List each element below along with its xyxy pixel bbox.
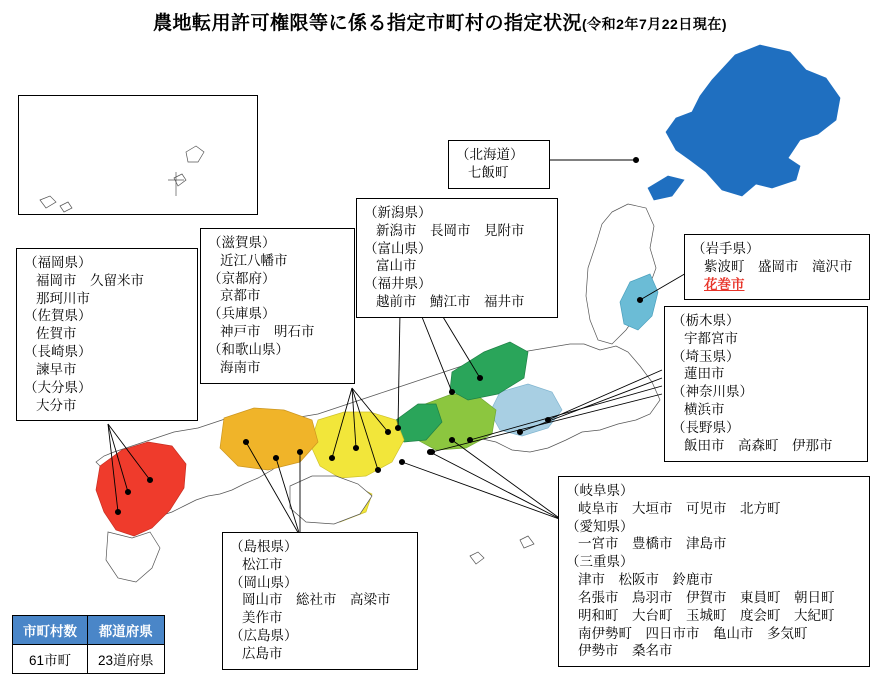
leader-kanto-3 <box>470 386 662 440</box>
leader-kanto-4 <box>432 394 662 452</box>
marker-kanto-3 <box>467 437 472 442</box>
header-prefecture-count: 都道府県 <box>88 616 165 645</box>
callout-line: 津市 松阪市 鈴鹿市 <box>578 572 713 588</box>
leader-chugoku-1 <box>246 442 300 536</box>
callout-line: 宇都宮市 <box>684 330 738 346</box>
callout-line: 諫早市 <box>36 361 77 377</box>
callout-line: 明和町 大台町 玉城町 度会町 大紀町 <box>578 607 835 623</box>
callout-line: （北海道） <box>456 147 524 162</box>
callout-line: （愛知県） <box>566 518 634 534</box>
callout-line: （福岡県） <box>24 255 92 270</box>
callout-line: （栃木県） <box>672 313 740 328</box>
leader-chugoku-2 <box>276 458 300 536</box>
callout-line: 名張市 鳥羽市 伊賀市 東員町 朝日町 <box>578 589 835 605</box>
callout-line: 新潟市 長岡市 見附市 <box>376 222 525 238</box>
callout-line: （長崎県） <box>24 344 92 360</box>
callout-line: 岡山市 総社市 高梁市 <box>242 592 391 608</box>
callout-line: 七飯町 <box>468 164 509 180</box>
callout-line: 那珂川市 <box>36 290 90 306</box>
callout-line: 紫波町 盛岡市 滝沢市 <box>704 258 853 274</box>
marker-chugoku-2 <box>273 455 278 460</box>
callout-line: 岐阜市 大垣市 可児市 北方町 <box>578 500 781 516</box>
callout-line: （新潟県） <box>364 205 432 220</box>
marker-hokuriku-2 <box>477 375 482 380</box>
callout-line: （岩手県） <box>692 241 760 256</box>
callout-line: 美作市 <box>242 610 283 626</box>
kanto-callout <box>664 306 868 462</box>
callout-line: 富山市 <box>376 258 417 274</box>
marker-kyushu-3 <box>115 509 120 514</box>
callout-line: 横浜市 <box>684 402 725 418</box>
marker-hokuriku-3 <box>395 425 400 430</box>
leader-kinki-4 <box>352 388 378 470</box>
callout-line: 大分市 <box>36 397 77 413</box>
marker-chugoku-1 <box>243 439 248 444</box>
value-municipality-count: 61市町 <box>13 645 88 674</box>
marker-kyushu-1 <box>125 489 130 494</box>
callout-line: （和歌山県） <box>208 341 289 357</box>
callout-line: 佐賀市 <box>36 326 77 342</box>
leader-kinki-3 <box>332 388 352 458</box>
marker-kinki-4 <box>375 467 380 472</box>
leader-kinki-1 <box>352 388 388 432</box>
leader-kyushu-1 <box>108 424 128 492</box>
marker-chugoku-3 <box>297 449 302 454</box>
iwate-callout <box>684 234 870 300</box>
callout-line: 海南市 <box>220 359 261 375</box>
kyushu-callout <box>16 248 198 421</box>
callout-line-highlight: 花巻市 <box>704 276 745 292</box>
callout-line: （佐賀県） <box>24 308 92 324</box>
callout-line: 伊勢市 桑名市 <box>578 643 673 659</box>
chugoku-callout <box>222 532 418 670</box>
callout-line: 飯田市 高森町 伊那市 <box>684 437 833 453</box>
marker-iwate <box>637 297 642 302</box>
leader-tokai-3 <box>452 440 562 520</box>
marker-tokai-2 <box>399 459 404 464</box>
callout-line: （岐阜県） <box>566 483 634 498</box>
callout-line: 福岡市 久留米市 <box>36 272 144 288</box>
leader-kinki-2 <box>352 388 356 448</box>
leader-hokuriku-3 <box>398 312 400 428</box>
callout-line: 近江八幡市 <box>220 252 288 268</box>
callout-line: （広島県） <box>230 628 298 644</box>
table-row <box>13 645 165 674</box>
marker-hokkaido <box>633 157 638 162</box>
callout-line: （埼玉県） <box>672 348 740 364</box>
leader-tokai-1 <box>430 452 562 520</box>
marker-kyushu-2 <box>147 477 152 482</box>
callout-line: （神奈川県） <box>672 384 753 400</box>
summary-table <box>12 615 165 674</box>
marker-kinki-2 <box>353 445 358 450</box>
callout-line: （富山県） <box>364 240 432 256</box>
table-header-row <box>13 616 165 645</box>
value-prefecture-count: 23道府県 <box>88 645 165 674</box>
callout-line: （岡山県） <box>230 574 298 590</box>
callout-line: 広島市 <box>242 645 283 661</box>
hokuriku-callout <box>356 198 558 318</box>
hokkaido-callout <box>448 140 550 189</box>
callout-line: 松江市 <box>242 556 283 572</box>
callout-line: （滋賀県） <box>208 235 276 250</box>
callout-line: 神戸市 明石市 <box>220 324 315 340</box>
callout-line: 京都市 <box>220 288 261 304</box>
leader-iwate <box>640 272 688 300</box>
callout-line: 越前市 鯖江市 福井市 <box>376 294 525 310</box>
leader-kanto-2 <box>520 378 662 432</box>
leader-tokai-2 <box>402 462 562 520</box>
marker-kinki-1 <box>385 429 390 434</box>
leader-kyushu-3 <box>108 424 118 512</box>
leader-hokuriku-2 <box>440 312 480 378</box>
marker-tokai-3 <box>449 437 454 442</box>
marker-kanto-2 <box>517 429 522 434</box>
marker-hokuriku-1 <box>449 389 454 394</box>
callout-line: 一宮市 豊橋市 津島市 <box>578 536 727 552</box>
marker-kanto-1 <box>545 417 550 422</box>
marker-kinki-3 <box>329 455 334 460</box>
callout-line: （大分県） <box>24 379 92 395</box>
page-title-sub: (令和2年7月22日現在) <box>582 16 727 32</box>
callout-line: （京都府） <box>208 270 276 286</box>
callout-line: （三重県） <box>566 554 634 570</box>
page-title-main: 農地転用許可権限等に係る指定市町村の指定状況 <box>153 13 583 34</box>
callout-line: 南伊勢町 四日市市 亀山市 多気町 <box>578 625 808 641</box>
tokai-callout <box>558 476 870 667</box>
callout-line: （福井県） <box>364 276 432 292</box>
kinki-callout <box>200 228 355 384</box>
header-municipality-count: 市町村数 <box>13 616 88 645</box>
callout-line: （兵庫県） <box>208 306 276 322</box>
leader-kanto-1 <box>548 370 662 420</box>
callout-line: （長野県） <box>672 419 740 435</box>
marker-tokai-1 <box>427 449 432 454</box>
callout-line: 蓮田市 <box>684 366 725 382</box>
leader-kyushu-2 <box>108 424 150 480</box>
callout-line: （島根県） <box>230 539 298 554</box>
